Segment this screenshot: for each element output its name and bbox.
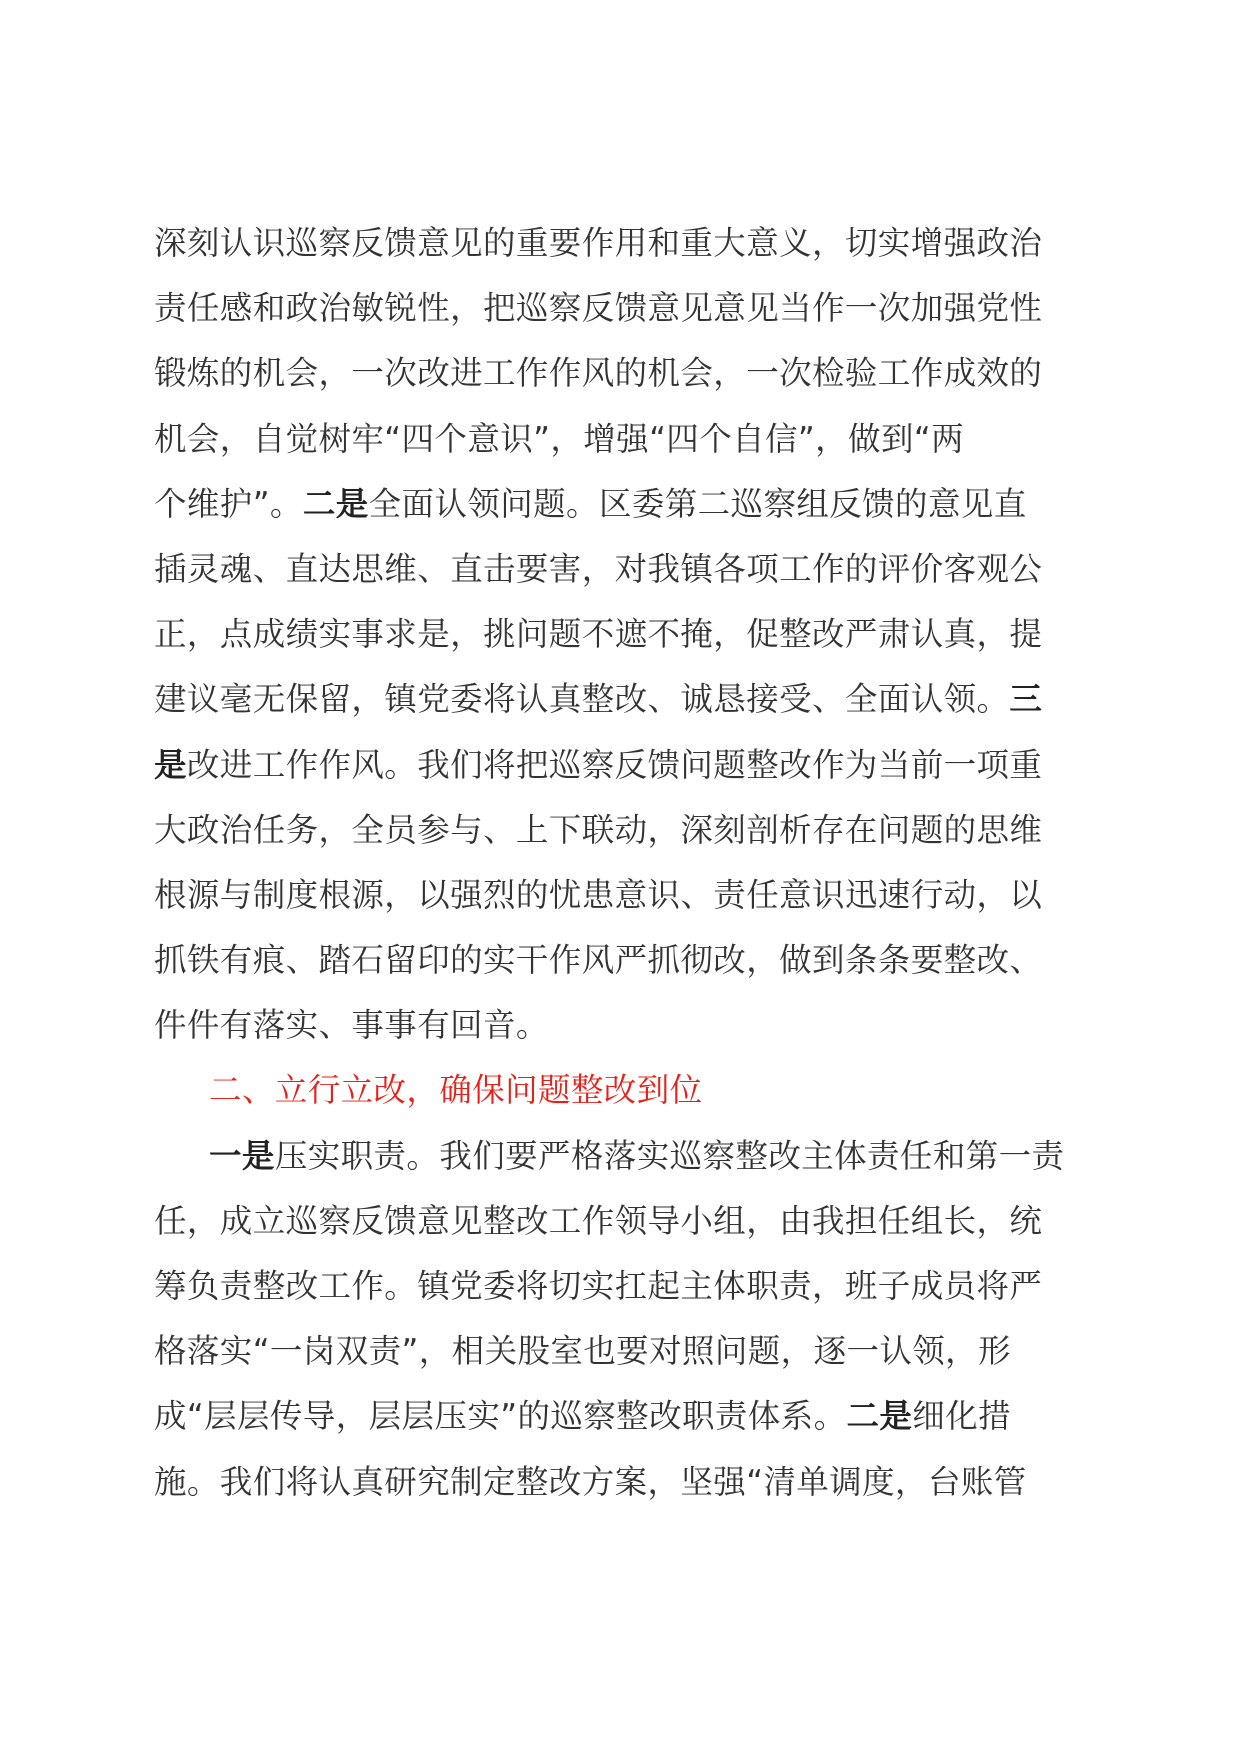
line-text: 大政治任务，全员参与、上下联动，深刻剖析存在问题的思维: [154, 810, 1043, 849]
paragraph-line: [154, 863, 1094, 928]
line-text: 锻炼的机会，一次改进工作作风的机会，一次检验工作成效的: [154, 354, 1043, 393]
paragraph-line: [154, 211, 1094, 276]
paragraph-line: [154, 1319, 1094, 1384]
line-text: 责任感和政治敏锐性，把巡察反馈意见意见当作一次加强党性: [154, 289, 1043, 328]
line-text: 插灵魂、直达思维、直击要害，对我镇各项工作的评价客观公: [154, 549, 1043, 588]
paragraph-line: [154, 1124, 1094, 1189]
line-text: 机会，自觉树牢“四个意识”，增强“四个自信”，做到“两: [154, 419, 964, 458]
paragraph-line: [154, 733, 1094, 798]
paragraph-line: [154, 1189, 1094, 1254]
bold-lead-text: 是: [154, 745, 187, 784]
line-text: 深刻认识巡察反馈意见的重要作用和重大意义，切实增强政治: [154, 224, 1043, 262]
document-page: [154, 211, 1094, 1515]
paragraph-line: [154, 472, 1094, 537]
line-text: 格落实“一岗双责”，相关股室也要对照问题，逐一认领，形: [154, 1332, 1011, 1371]
bold-lead-text: 二是: [846, 1397, 913, 1436]
paragraph-line: [154, 993, 1094, 1058]
line-text: 件件有落实、事事有回音。: [154, 1006, 549, 1045]
bold-lead-text: 三: [1009, 680, 1043, 719]
line-text: 全面认领问题。区委第二巡察组反馈的意见直: [368, 484, 1027, 523]
line-text: 任，成立巡察反馈意见整改工作领导小组，由我担任组长，统: [154, 1201, 1043, 1240]
paragraph-line: [154, 341, 1094, 406]
paragraph-line: [154, 1384, 1094, 1449]
paragraph-line: [154, 407, 1094, 472]
paragraph-line: [154, 928, 1094, 993]
paragraph-line: [154, 1450, 1094, 1515]
paragraph-line: [154, 1254, 1094, 1319]
line-text: 筹负责整改工作。镇党委将切实扛起主体职责，班子成员将严: [154, 1267, 1043, 1305]
paragraph-line: [154, 667, 1094, 732]
bold-lead-text: 一是: [209, 1136, 275, 1175]
paragraph-line: [154, 602, 1094, 667]
paragraph-line: [154, 276, 1094, 341]
line-text: 二、立行立改，确保问题整改到位: [209, 1071, 703, 1110]
line-text: 抓铁有痕、踏石留印的实干作风严抓彻改，做到条条要整改、: [154, 941, 1043, 980]
line-text: 细化措: [912, 1397, 1011, 1436]
line-text: 正，点成绩实事求是，挑问题不遮不掩，促整改严肃认真，提: [154, 615, 1043, 654]
line-text: 根源与制度根源，以强烈的忧患意识、责任意识迅速行动，以: [154, 875, 1043, 914]
line-text: 成“层层传导，层层压实”的巡察整改职责体系。: [154, 1397, 847, 1436]
line-text: 改进工作作风。我们将把巡察反馈问题整改作为当前一项重: [186, 745, 1043, 784]
paragraph-line: [154, 798, 1094, 863]
line-text: 压实职责。我们要严格落实巡察整改主体责任和第一责: [274, 1136, 1065, 1175]
line-text: 个维护”。: [154, 484, 303, 523]
line-text: 建议毫无保留，镇党委将认真整改、诚恳接受、全面认领。: [154, 680, 1010, 719]
paragraph-line: [154, 537, 1094, 602]
section-heading: [154, 1058, 1094, 1123]
line-text: 施。我们将认真研究制定整改方案，坚强“清单调度，台账管: [154, 1462, 1027, 1501]
bold-lead-text: 二是: [302, 484, 369, 523]
